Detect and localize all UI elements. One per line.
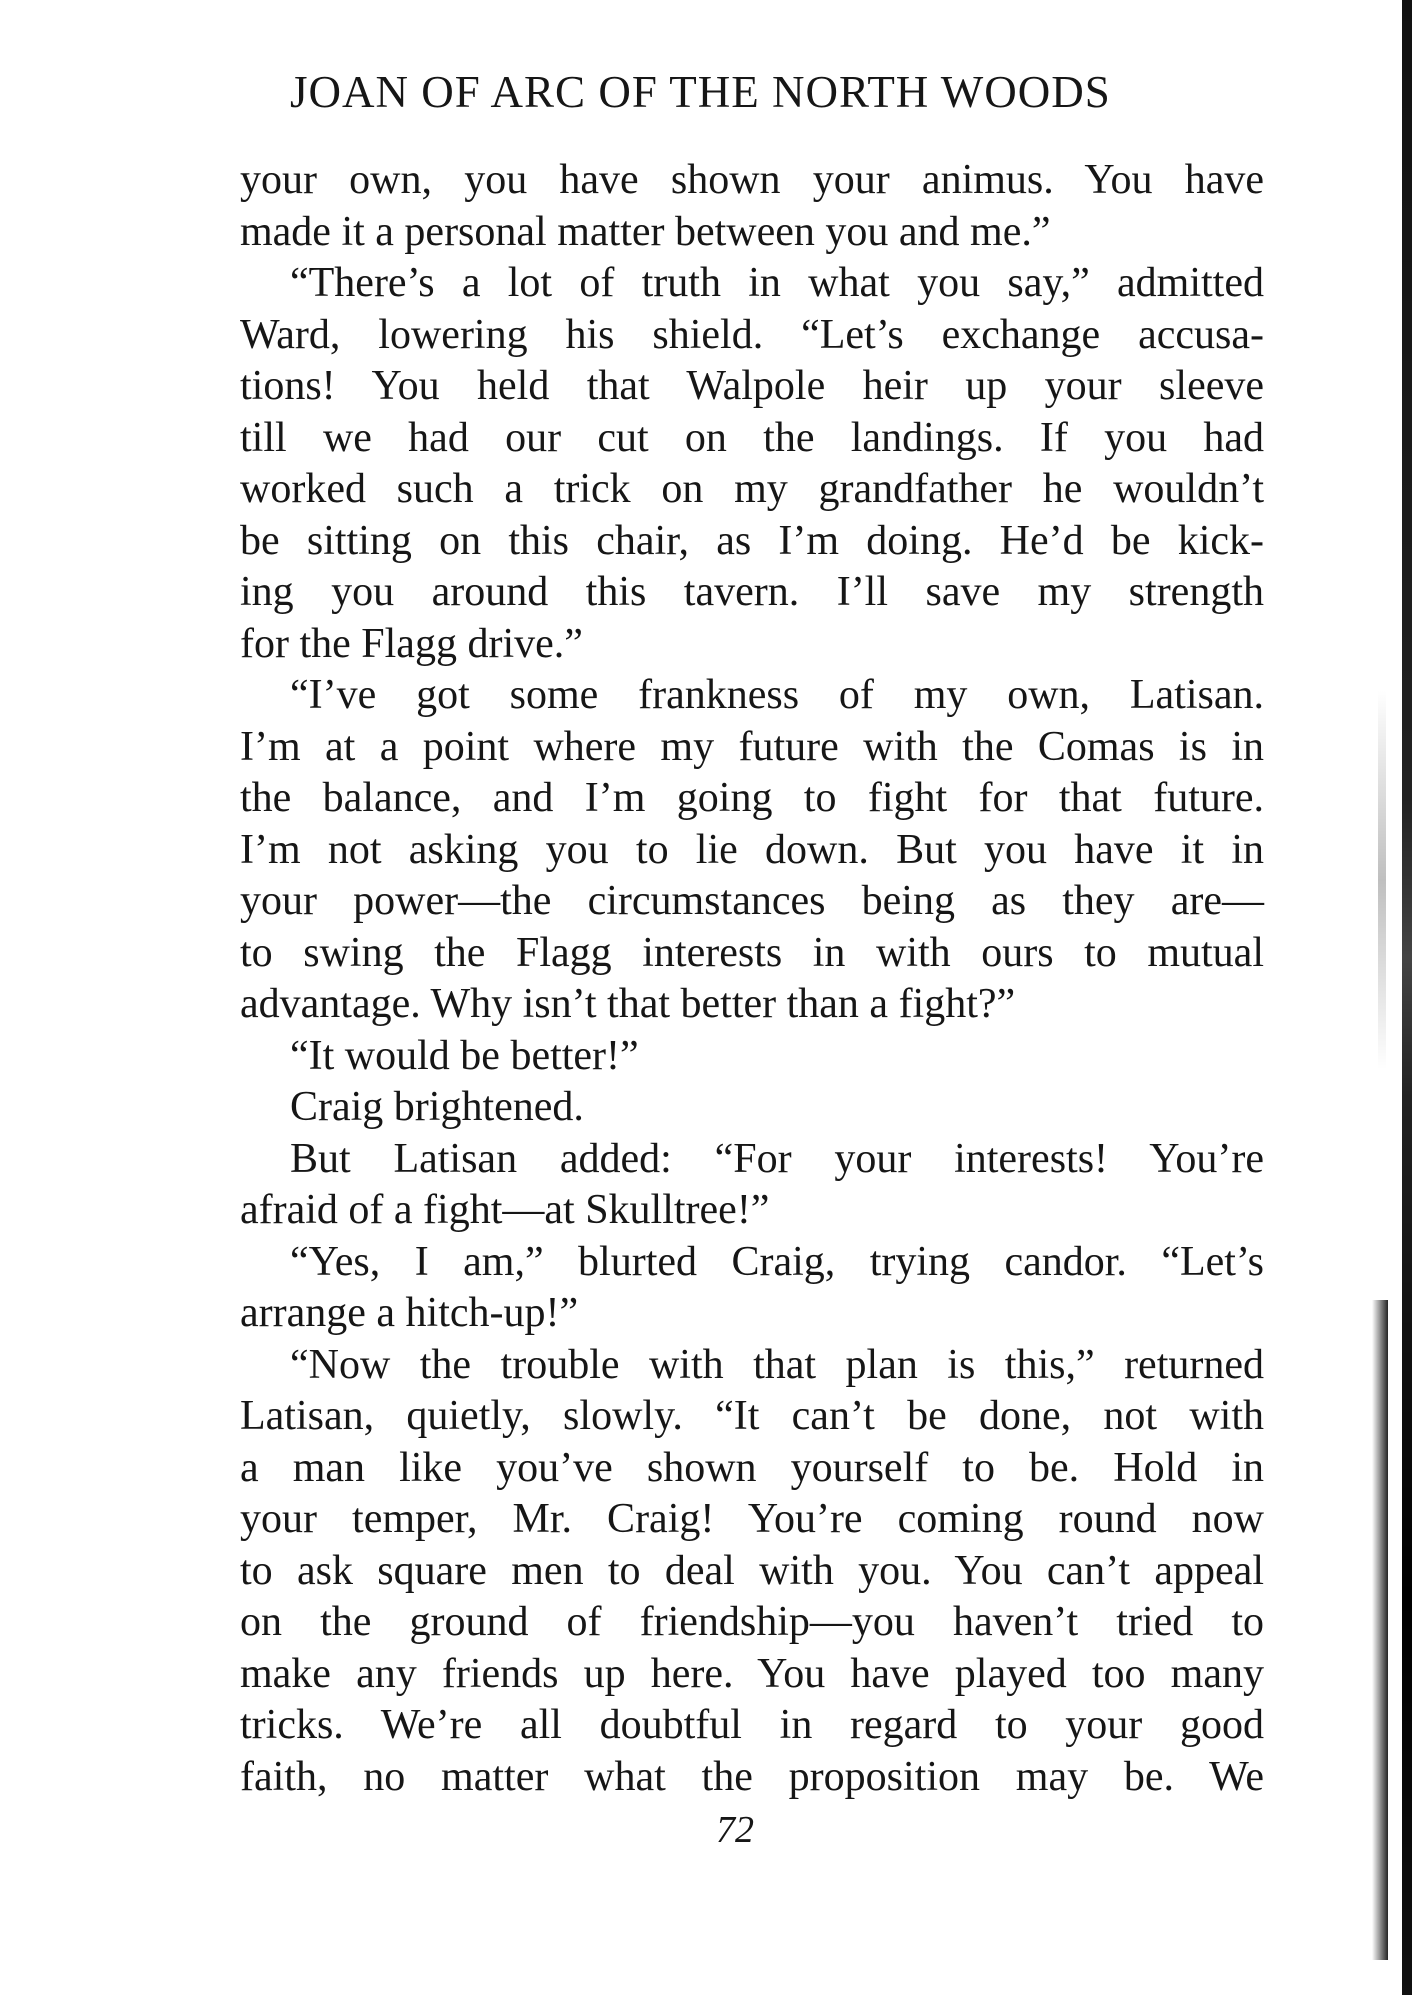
text-line: Latisan, quietly, slowly. “It can’t be done, not with bbox=[240, 1393, 1264, 1439]
text-line: “I’ve got some frankness of my own, Latisan. bbox=[290, 672, 1264, 718]
text-line: worked such a trick on my grandfather he wouldn’t bbox=[240, 466, 1264, 512]
text-line: arrange a hitch-up!” bbox=[240, 1290, 579, 1336]
body-text bbox=[240, 155, 1264, 1803]
text-line: be sitting on this chair, as I’m doing. He’d be kick- bbox=[240, 517, 1264, 564]
text-line: “There’s a lot of truth in what you say,” admitted bbox=[290, 260, 1264, 306]
page-number: 72 bbox=[716, 1809, 754, 1851]
text-line: advantage. Why isn’t that better than a fight?” bbox=[240, 981, 1016, 1027]
text-line: “Yes, I am,” blurted Craig, trying candor. “Let’s bbox=[290, 1238, 1264, 1285]
text-line: ing you around this tavern. I’ll save my strength bbox=[240, 569, 1264, 615]
text-line: a man like you’ve shown yourself to be. Hold in bbox=[240, 1444, 1264, 1491]
text-line: tricks. We’re all doubtful in regard to your good bbox=[240, 1702, 1264, 1748]
text-line: the balance, and I’m going to fight for that future. bbox=[240, 775, 1264, 821]
text-line: Craig brightened. bbox=[290, 1084, 584, 1130]
text-line: “Now the trouble with that plan is this,” returned bbox=[290, 1341, 1264, 1388]
text-line: tions! You held that Walpole heir up your sleeve bbox=[240, 363, 1264, 409]
text-line: your temper, Mr. Craig! You’re coming round now bbox=[240, 1496, 1264, 1542]
text-line: till we had our cut on the landings. If you had bbox=[240, 414, 1264, 461]
text-line: Ward, lowering his shield. “Let’s exchange accusa- bbox=[240, 311, 1264, 358]
text-line: made it a personal matter between you and me.” bbox=[240, 208, 1051, 255]
running-head: JOAN OF ARC OF THE NORTH WOODS bbox=[290, 67, 1111, 117]
text-line: I’m at a point where my future with the Comas is in bbox=[240, 723, 1264, 770]
text-line: But Latisan added: “For your interests! You’re bbox=[290, 1135, 1264, 1182]
text-line: your power—the circumstances being as they are— bbox=[240, 878, 1264, 924]
binding-edge bbox=[1402, 0, 1412, 1995]
text-line: to swing the Flagg interests in with ours to mutual bbox=[240, 929, 1264, 976]
text-line: make any friends up here. You have played too many bbox=[240, 1650, 1264, 1697]
text-line: on the ground of friendship—you haven’t tried to bbox=[240, 1599, 1264, 1645]
text-line: “It would be better!” bbox=[290, 1032, 639, 1079]
text-line: faith, no matter what the proposition may be. We bbox=[240, 1753, 1264, 1800]
text-line: your own, you have shown your animus. You have bbox=[240, 157, 1264, 203]
text-line: to ask square men to deal with you. You can’t appeal bbox=[240, 1547, 1264, 1594]
text-line: for the Flagg drive.” bbox=[240, 620, 583, 667]
binding-shadow bbox=[1378, 690, 1386, 1070]
text-line: I’m not asking you to lie down. But you have it in bbox=[240, 826, 1264, 873]
text-line: afraid of a fight—at Skulltree!” bbox=[240, 1187, 770, 1233]
binding-shadow-lower bbox=[1372, 1300, 1388, 1960]
